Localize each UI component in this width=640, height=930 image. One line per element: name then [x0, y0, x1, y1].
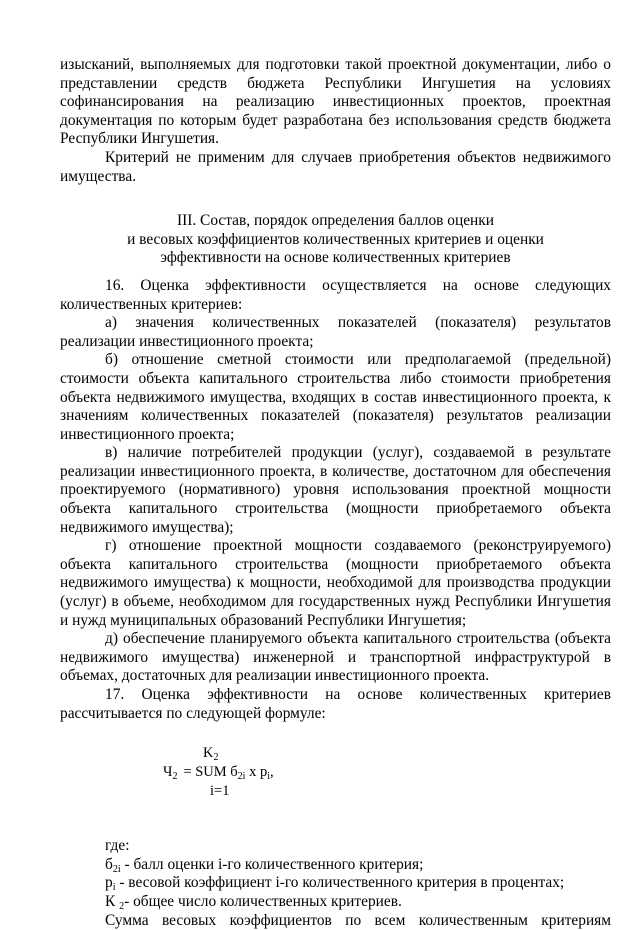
legend-k: К $_2$- общее число количественных критериев.	[105, 892, 402, 912]
clause-16-lead: 16. Оценка эффективности осуществляется на основе следующих количественных критериев:	[60, 276, 611, 313]
formula-legend	[105, 837, 611, 911]
section-heading-line1: III. Состав, порядок определения баллов оценки	[176, 212, 495, 230]
section-heading	[60, 212, 611, 268]
clause-17-lead: 17. Оценка эффективности на основе количественных критериев рассчитывается по следующей формуле:	[60, 686, 611, 722]
formula-body: $Ч_2$ = SUM $б_{2i}$ x $p_i$,	[163, 764, 274, 783]
section-heading-line2: и весовых коэффициентов количественных критериев и оценки	[127, 230, 544, 248]
clause-16-item-d: г) отношение проектной мощности создаваемого (реконструируемого) объекта капитального строительства (мощности приобретаемого объекта недвижимого имущества) к мощности, необходимой для производства продукции (услуг) в объеме, необходимом для государственных нужд Республики Ингушетия и нужд муниципальных образований Республики Ингушетия;	[60, 537, 611, 629]
not-applicable-note: Критерий не применим для случаев приобретения объектов недвижимого имущества.	[60, 148, 611, 185]
document-page	[60, 56, 611, 930]
intro-continuation: изысканий, выполняемых для подготовки такой проектной документации, либо о представлении средств бюджета Республики Ингушетия на условиях софинансирования на реализацию инвестиционных проектов, проектная документация по которым будет разработана без использования средств бюджета Республики Ингушетия.	[60, 56, 611, 148]
legend-p: $p_i$ - весовой коэффициент i-го количественного критерия в процентах;	[105, 874, 565, 894]
clause-16-item-e: д) обеспечение планируемого объекта капитального строительства (объекта недвижимого имущества) инженерной и транспортной инфраструктурой в объемах, достаточных для реализации инвестиционного проекта.	[60, 630, 611, 685]
formula-lower-limit: i=1	[210, 783, 230, 800]
section-heading-line3: эффективности на основе количественных критериев	[160, 249, 511, 267]
closing-line: Сумма весовых коэффициентов по всем количественным критериям	[105, 911, 611, 929]
formula-upper-limit: $K_2$	[203, 745, 219, 764]
clause-16-item-c: в) наличие потребителей продукции (услуг), создаваемой в результате реализации инвестиционного проекта, в количестве, достаточном для обеспечения проектируемого (нормативного) уровня использования проектной мощности объекта капитального строительства (мощности приобретаемого объекта недвижимого имущества);	[60, 444, 611, 536]
legend-b: $б_{2i}$ - балл оценки i-го количественного критерия;	[105, 855, 424, 875]
clause-16-item-a: а) значения количественных показателей (показателя) результатов реализации инвестиционного проекта;	[60, 314, 611, 350]
formula	[60, 737, 611, 837]
clause-16-item-b: б) отношение сметной стоимости или предполагаемой (предельной) стоимости объекта капитального строительства либо стоимости приобретения объекта недвижимого имущества, входящих в состав инвестиционного проекта, к значениям количественных показателей (показателя) результатов реализации инвестиционного проекта;	[60, 351, 611, 443]
legend-where: где:	[105, 837, 130, 855]
